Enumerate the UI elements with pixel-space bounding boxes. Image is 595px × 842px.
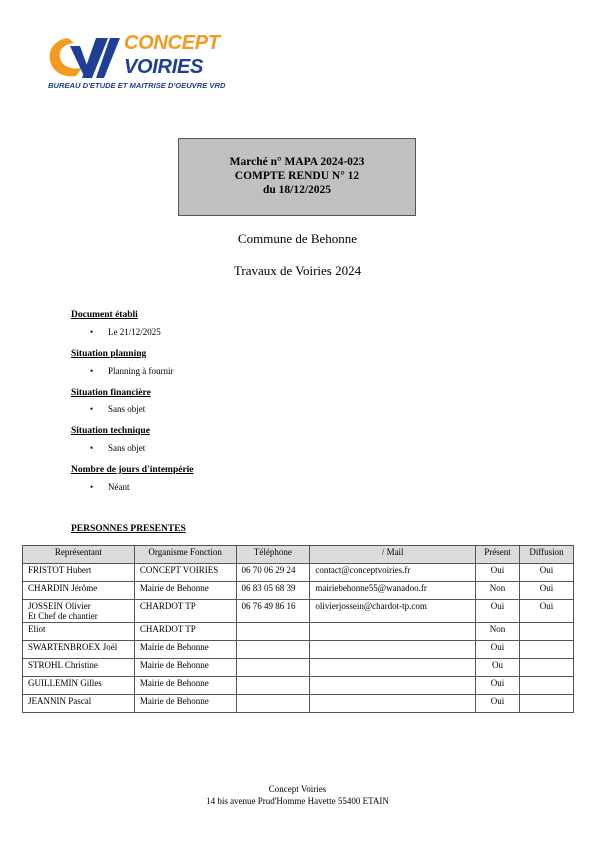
bullet-icon: •: [90, 443, 94, 453]
cell-diffusion: [520, 623, 574, 641]
cell-diffusion: [520, 600, 574, 623]
cell-mail: [310, 623, 476, 641]
marche-number: Marché n° MAPA 2024-023: [229, 156, 365, 168]
cell-telephone: [236, 659, 310, 677]
section-item-financiere: [90, 404, 145, 414]
col-header-representant: Représentant: [23, 546, 135, 564]
section-item-planning: [90, 366, 174, 376]
bullet-icon: •: [90, 482, 94, 492]
travaux-title: Travaux de Voiries 2024: [233, 263, 362, 278]
cell-representant-text: GUILLEMIN Gilles: [28, 678, 102, 688]
cell-present: [476, 641, 520, 659]
table-row: [23, 564, 574, 582]
cell-mail: [310, 564, 476, 582]
col-header-telephone: Téléphone: [236, 546, 310, 564]
section-title-planning: Situation planning: [71, 349, 147, 359]
cell-representant: [23, 677, 135, 695]
cell-diffusion-text: Oui: [539, 565, 554, 575]
cell-organisme-text: CHARDOT TP: [139, 624, 196, 634]
cell-present-text: Ou: [492, 660, 504, 670]
cell-telephone: [236, 623, 310, 641]
report-header-box: [178, 138, 416, 216]
cell-telephone: [236, 695, 310, 713]
cell-organisme: [134, 641, 236, 659]
col-header-organisme: Organisme Fonction: [134, 546, 236, 564]
cell-organisme-text: Mairie de Behonne: [139, 696, 209, 706]
cell-telephone: [236, 564, 310, 582]
cell-telephone-text: 06 76 49 86 16: [241, 601, 296, 611]
cell-organisme: [134, 695, 236, 713]
people-title: PERSONNES PRESENTES: [71, 524, 186, 534]
section-title-intemperie: Nombre de jours d'intempérie: [71, 465, 194, 475]
cell-representant-text: FRISTOT Hubert: [28, 565, 92, 575]
section-item-intemperie: [90, 482, 130, 492]
section-item-text: Sans objet: [108, 404, 146, 414]
cell-present-text: Oui: [490, 696, 505, 706]
cell-telephone: [236, 582, 310, 600]
cell-organisme: [134, 582, 236, 600]
cell-present-text: Oui: [490, 565, 505, 575]
bullet-icon: •: [90, 327, 94, 337]
section-item-technique: [90, 443, 145, 453]
table-row: [23, 641, 574, 659]
cell-representant-text: STROHL Christine: [28, 660, 98, 670]
cell-mail: [310, 582, 476, 600]
logo-tagline: BUREAU D'ETUDE ET MAITRISE D'OEUVRE VRD: [48, 81, 226, 90]
cell-organisme: [134, 600, 236, 623]
cell-present-text: Non: [489, 583, 506, 593]
cell-present-text: Oui: [490, 601, 505, 611]
cell-organisme-text: Mairie de Behonne: [139, 583, 209, 593]
table-header-row: [23, 546, 574, 564]
section-item-document: [90, 327, 161, 337]
section-item-text: Sans objet: [108, 443, 146, 453]
cell-diffusion: [520, 564, 574, 582]
section-item-text: Le 21/12/2025: [108, 327, 161, 337]
cell-representant-text: JOSSEIN Olivier: [28, 601, 91, 611]
cell-present: [476, 695, 520, 713]
cell-representant: [23, 564, 135, 582]
table-row: [23, 582, 574, 600]
people-table: [22, 545, 574, 713]
table-row: [23, 677, 574, 695]
commune-title: Commune de Behonne: [237, 231, 358, 246]
section-title-technique: Situation technique: [71, 426, 150, 436]
section-title-document: Document établi: [71, 310, 138, 320]
cell-present: [476, 582, 520, 600]
cell-mail-text: mairiebehonne55@wanadoo.fr: [315, 583, 427, 593]
cell-diffusion: [520, 695, 574, 713]
cell-diffusion-text: Oui: [539, 601, 554, 611]
cell-diffusion: [520, 677, 574, 695]
cell-organisme-text: Mairie de Behonne: [139, 642, 209, 652]
cell-diffusion: [520, 641, 574, 659]
cell-present: [476, 659, 520, 677]
cell-diffusion-text: Oui: [539, 583, 554, 593]
footer-company: Concept Voiries: [268, 784, 327, 794]
cell-mail: [310, 677, 476, 695]
cell-representant-text: JEANNIN Pascal: [28, 696, 92, 706]
cell-present: [476, 600, 520, 623]
bullet-icon: •: [90, 404, 94, 414]
cell-representant: [23, 582, 135, 600]
cell-present: [476, 677, 520, 695]
section-title-financiere: Situation financière: [71, 388, 151, 398]
cell-telephone: [236, 641, 310, 659]
cell-organisme-text: CONCEPT VOIRIES: [139, 565, 219, 575]
compte-rendu-number: COMPTE RENDU N° 12: [234, 170, 360, 182]
cell-diffusion: [520, 659, 574, 677]
cell-representant-text: SWARTENBROEX Joël: [28, 642, 118, 652]
cell-representant-text: CHARDIN Jérôme: [28, 583, 98, 593]
bullet-icon: •: [90, 366, 94, 376]
cell-mail: [310, 641, 476, 659]
cell-representant: [23, 641, 135, 659]
section-item-text: Planning à fournir: [108, 366, 174, 376]
cell-representant: [23, 695, 135, 713]
company-logo: [46, 30, 246, 96]
table-row: [23, 623, 574, 641]
cell-organisme-text: Mairie de Behonne: [139, 660, 209, 670]
cell-organisme-text: CHARDOT TP: [139, 601, 196, 611]
cell-telephone-text: 06 83 05 68 39: [241, 583, 296, 593]
cell-mail-text: olivierjossein@chardot-tp.com: [315, 601, 427, 611]
cell-mail: [310, 659, 476, 677]
table-row: [23, 659, 574, 677]
col-header-mail: / Mail: [310, 546, 476, 564]
cell-organisme-text: Mairie de Behonne: [139, 678, 209, 688]
cell-present-text: Oui: [490, 642, 505, 652]
section-item-text: Néant: [108, 482, 130, 492]
logo-mark-icon: [46, 34, 124, 80]
report-date: du 18/12/2025: [262, 184, 332, 196]
cell-telephone: [236, 600, 310, 623]
table-row: [23, 600, 574, 623]
cell-diffusion: [520, 582, 574, 600]
table-row: [23, 695, 574, 713]
cell-organisme: [134, 623, 236, 641]
cell-telephone: [236, 677, 310, 695]
cell-representant: [23, 623, 135, 641]
cell-present: [476, 564, 520, 582]
cell-present-text: Oui: [490, 678, 505, 688]
cell-organisme: [134, 564, 236, 582]
cell-representant-text: Et Chef de chantier: [28, 611, 98, 621]
cell-telephone-text: 06 70 06 29 24: [241, 565, 296, 575]
cell-mail: [310, 695, 476, 713]
cell-present: [476, 623, 520, 641]
cell-mail: [310, 600, 476, 623]
logo-text-voiries: VOIRIES: [124, 56, 204, 78]
cell-representant-text: Eliot: [28, 624, 46, 634]
col-header-present: Présent: [476, 546, 520, 564]
footer-address: 14 bis avenue Prud'Homme Havette 55400 ETAIN: [206, 796, 389, 806]
cell-organisme: [134, 677, 236, 695]
logo-text-concept: CONCEPT: [124, 32, 220, 54]
cell-organisme: [134, 659, 236, 677]
cell-representant: [23, 600, 135, 623]
cell-representant: [23, 659, 135, 677]
col-header-diffusion: Diffusion: [520, 546, 574, 564]
cell-present-text: Non: [489, 624, 506, 634]
cell-mail-text: contact@conceptvoiries.fr: [315, 565, 411, 575]
